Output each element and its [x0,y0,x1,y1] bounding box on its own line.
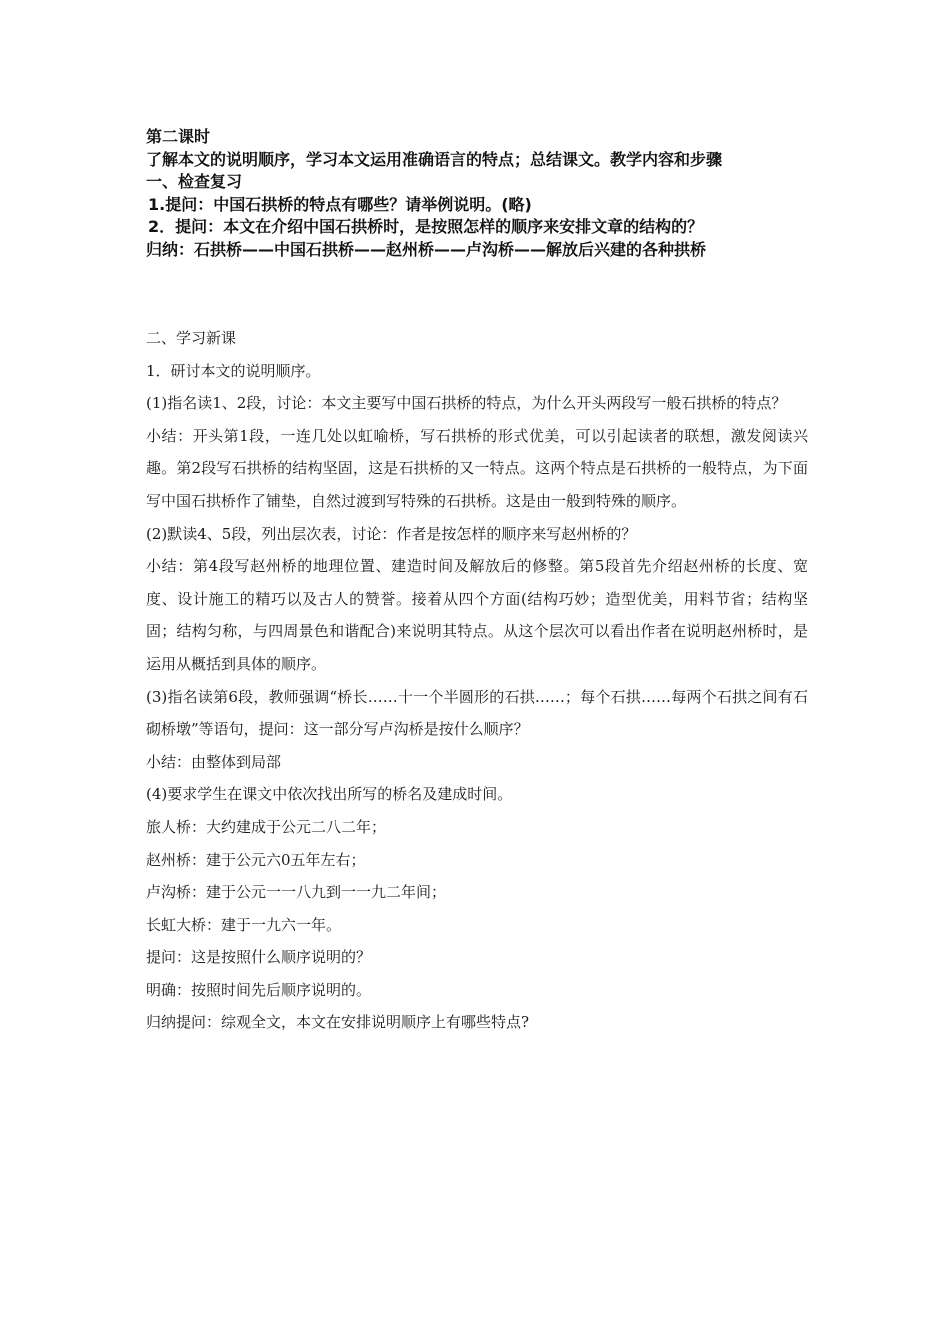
paragraph-3: (3)指名读第6段，教师强调“桥长……十一个半圆形的石拱……；每个石拱……每两个石拱之间有石砌桥墩”等语句，提问：这一部分写卢沟桥是按什么顺序？ [146,687,808,739]
section-review-title: 一、检查复习 [146,172,243,191]
scanned-header-section [146,126,826,261]
review-question-1: 1.提问：中国石拱桥的特点有哪些？请举例说明。(略) [148,194,532,214]
lesson-objective: 了解本文的说明顺序，学习本文运用准确语言的特点；总结课文。教学内容和步骤 [146,149,723,169]
order-question: 提问：这是按照什么顺序说明的？ [146,948,372,967]
paragraph-2: (2)默读4、5段，列出层次表，讨论：作者是按怎样的顺序来写赵州桥的？ [146,524,637,543]
paragraph-1-summary: 小结：开头第1段，一连几处以虹喻桥，写石拱桥的形式优美，可以引起读者的联想，激发阅读兴趣。第2段写石拱桥的结构坚固，这是石拱桥的又一特点。这两个特点是石拱桥的一般特点，为下面写中国石拱桥作了铺垫，自然过渡到写特殊的石拱桥。这是由一般到特殊的顺序。 [146,426,808,510]
paragraph-2-summary: 小结：第4段写赵州桥的地理位置、建造时间及解放后的修整。第5段首先介绍赵州桥的长度、宽度、设计施工的精巧以及古人的赞誉。接着从四个方面(结构巧妙；造型优美，用料节省；结构坚固；结构匀称，与四周景色和谐配合)来说明其特点。从这个层次可以看出作者在说明赵州桥时，是运用从概括到具体的顺序。 [146,557,808,673]
study-item-1: 1．研讨本文的说明顺序。 [146,361,321,380]
review-question-2: 2．提问：本文在介绍中国石拱桥时，是按照怎样的顺序来安排文章的结构的？ [148,217,704,236]
bridge-item: 卢沟桥：建于公元一一八九到一一九二年间； [146,883,447,902]
paragraph-1: (1)指名读1、2段，讨论：本文主要写中国石拱桥的特点，为什么开头两段写一般石拱桥的特点？ [146,394,787,413]
final-question: 归纳提问：综观全文，本文在安排说明顺序上有哪些特点? [146,1013,530,1032]
paragraph-4: (4)要求学生在课文中依次找出所写的桥名及建成时间。 [146,785,513,804]
document-body [146,322,808,1039]
bridge-item: 旅人桥：大约建成于公元二八二年； [146,817,387,836]
review-summary: 归纳：石拱桥——中国石拱桥——赵州桥——卢沟桥——解放后兴建的各种拱桥 [146,239,707,259]
order-answer: 明确：按照时间先后顺序说明的。 [146,980,372,999]
paragraph-3-summary: 小结：由整体到局部 [146,752,282,771]
bridge-item: 赵州桥：建于公元六0五年左右； [146,850,366,869]
section-new-lesson-title: 二、学习新课 [146,329,237,347]
lesson-title: 第二课时 [146,127,211,146]
bridge-item: 长虹大桥：建于一九六一年。 [146,915,342,934]
